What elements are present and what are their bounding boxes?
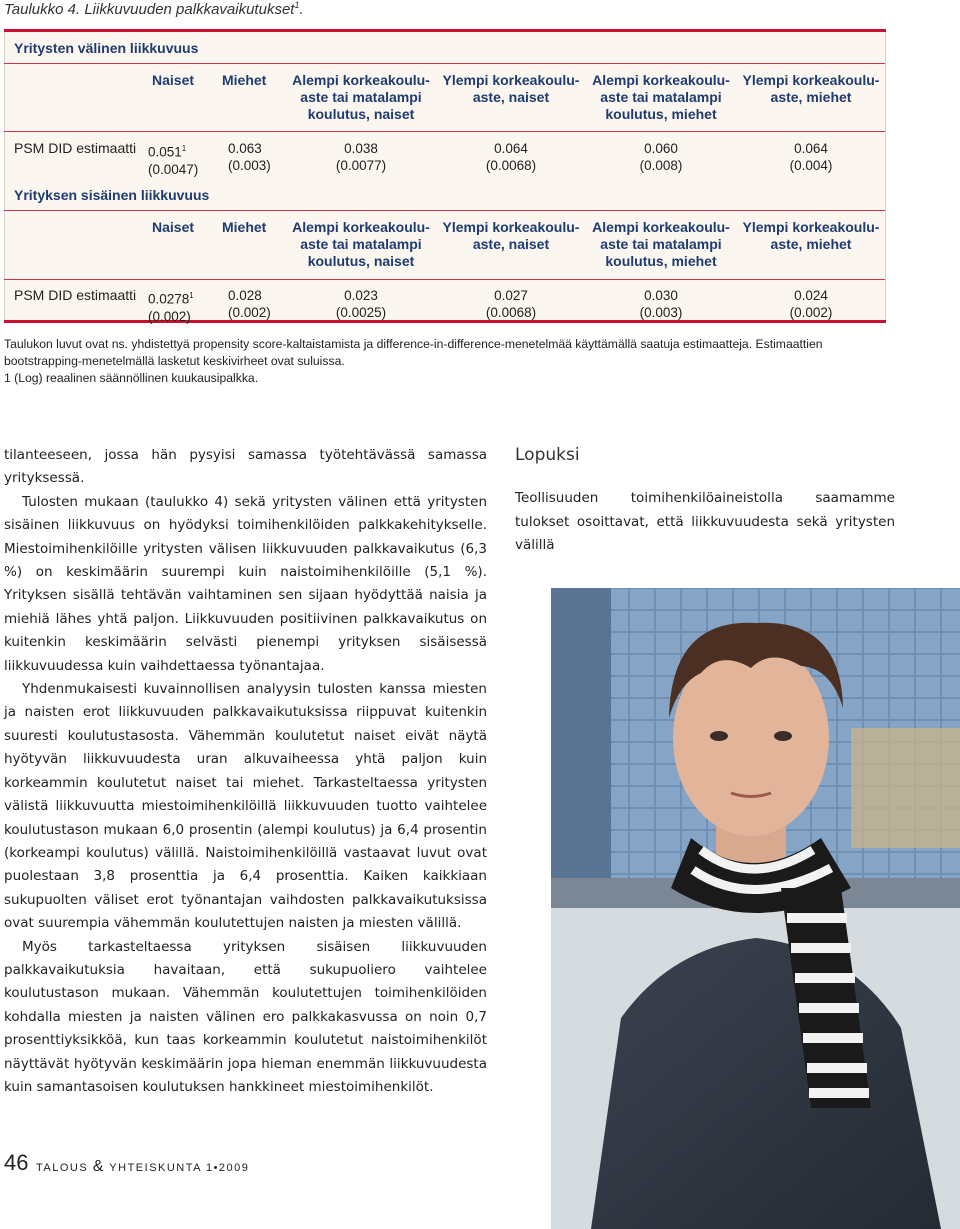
estimate-cell: 0.027 (0.0068) bbox=[485, 288, 537, 320]
col-header-men: Miehet bbox=[222, 219, 267, 235]
body-paragraph: Yhdenmukaisesti kuvainnollisen analyysin tulosten kanssa miesten ja naisten erot liikkuvuuden palkkavaikutuksissa riippuvat kuitenkin suuresti koulutustasosta. Vähemmän koulutetut naiset eivät näytä hyötyvän liikkuvuudesta uran alkuvaiheessa yhtä paljon kuin korkeammin koulutetut naiset tai miehet. Tarkasteltaessa yritysten välistä liikkuvuutta miestoimihenkilöillä liikkuvuuden tuotto vaihtelee koulutustason mukaan 6,0 prosentin (alempi koulutus) ja 6,4 prosentin (korkeampi koulutus) välillä. Naistoimihenkilöillä vastaavat luvut ovat puolestaan 3,8 prosenttia ja 6,4 prosenttia. Kaiken kaikkiaan sukupuolten väliset erot työnantajan vaihdosten palkkavaikutuksissa ovat suurempia vähemmän koulutettujen naisten ja miesten välillä. bbox=[4, 681, 487, 932]
col-header-lower-edu-men: Alempi korkeakoulu-aste tai matalampi koulutus, miehet bbox=[592, 72, 730, 122]
magazine-name: TALOUS & YHTEISKUNTA 1•2009 bbox=[36, 1158, 250, 1175]
col-header-higher-edu-men: Ylempi korkeakoulu-aste, miehet bbox=[742, 72, 880, 105]
row-label-psm-did: PSM DID estimaatti bbox=[14, 287, 137, 303]
col-header-lower-edu-men: Alempi korkeakoulu-aste tai matalampi koulutus, miehet bbox=[592, 219, 730, 269]
body-paragraph: Myös tarkasteltaessa yrityksen sisäisen liikkuvuuden palkkavaikutuksia havaitaan, että sukupuoliero vaihtelee koulutustason mukaan. Vähemmän koulutettujen toimihenkilöiden kohdalla miesten ja naisten välinen ero palkkakasvussa on noin 0,7 prosenttiyksikköä, kun taas korkeammin koulutetut naistoimihenkilöt näyttävät hyötyvän keskimäärin jopa hieman enemmän liikkuvuudesta kuin samantasoisen koulutuksen hankkineet miestoimihenkilöt. bbox=[4, 938, 487, 1095]
table-note: Taulukon luvut ovat ns. yhdistettyä propensity score-kaltaistamista ja difference-in-difference-menetelmää käyttämällä saatuja estimaatteja. Estimaattien bootstrapping-menetelmällä lasketut keskivirheet ovat suluissa. bbox=[4, 337, 823, 368]
estimate-cell: 0.064 (0.0068) bbox=[485, 141, 537, 173]
table-notes bbox=[4, 336, 886, 387]
portrait-illustration bbox=[551, 588, 960, 1229]
section-title-within-firm: Yrityksen sisäinen liikkuvuus bbox=[14, 187, 210, 203]
section-title-between-firms: Yritysten välinen liikkuvuus bbox=[14, 40, 199, 56]
estimate-cell: 0.064 (0.004) bbox=[789, 141, 833, 173]
body-column-left bbox=[4, 444, 487, 1099]
col-header-women: Naiset bbox=[152, 219, 195, 235]
body-column-right bbox=[515, 444, 895, 558]
table-note: 1 (Log) reaalinen säännöllinen kuukausipalkka. bbox=[4, 371, 259, 385]
row-divider bbox=[4, 131, 886, 132]
col-header-men: Miehet bbox=[222, 72, 267, 88]
portrait-photo bbox=[551, 588, 960, 1229]
section-heading: Lopuksi bbox=[515, 445, 580, 465]
estimate-cell: 0.051$^1$ (0.0047) bbox=[148, 144, 199, 177]
estimate-cell: 0.024 (0.002) bbox=[789, 288, 833, 320]
col-header-higher-edu-men: Ylempi korkeakoulu-aste, miehet bbox=[742, 219, 880, 252]
col-header-lower-edu-women: Alempi korkeakoulu-aste tai matalampi koulutus, naiset bbox=[292, 72, 430, 122]
estimate-cell: 0.030 (0.003) bbox=[639, 288, 683, 320]
estimate-cell: 0.023 (0.0025) bbox=[335, 288, 387, 320]
col-header-lower-edu-women: Alempi korkeakoulu-aste tai matalampi koulutus, naiset bbox=[292, 219, 430, 269]
estimate-cell: 0.063 (0.003) bbox=[228, 141, 271, 173]
estimate-cell: 0.028 (0.002) bbox=[228, 288, 271, 320]
page-number: 46 bbox=[4, 1150, 29, 1175]
row-divider bbox=[4, 279, 886, 280]
body-paragraph: Tulosten mukaan (taulukko 4) sekä yritysten välinen että yritysten sisäinen liikkuvuus on hyödyksi toimihenkilöiden palkkakehitykselle. Miestoimihenkilöille yritysten välisen liikkuvuuden palkkavaikutus (6,3 %) on keskimäärin suurempi kuin naistoimihenkilöille (5,1 %). Yrityksen sisällä tehtävän vaihtaminen sen sijaan hyödyttää naisia ja miehiä lähes yhtä paljon. Liikkuvuuden positiivinen palkkavaikutus on kuitenkin keskimäärin selvästi pienempi yrityksen sisäisessä liikkuvuudessa kuin vaihdettaessa työnantajaa. bbox=[4, 493, 487, 674]
row-label-psm-did: PSM DID estimaatti bbox=[14, 140, 137, 156]
col-header-women: Naiset bbox=[152, 72, 195, 88]
body-paragraph: Teollisuuden toimihenkilöaineistolla saamamme tulokset osoittavat, että liikkuvuudesta sekä yritysten välillä bbox=[515, 490, 895, 554]
results-table bbox=[4, 29, 886, 323]
table-caption: Taulukko 4. Liikkuvuuden palkkavaikutukset$^1$. bbox=[4, 0, 304, 18]
estimate-cell: 0.038 (0.0077) bbox=[335, 141, 387, 173]
col-header-higher-edu-women: Ylempi korkeakoulu-aste, naiset bbox=[442, 219, 580, 252]
estimate-cell: 0.0278$^1$ (0.002) bbox=[148, 291, 194, 324]
col-header-higher-edu-women: Ylempi korkeakoulu-aste, naiset bbox=[442, 72, 580, 105]
row-divider bbox=[4, 210, 886, 211]
row-divider bbox=[4, 63, 886, 64]
body-paragraph: tilanteeseen, jossa hän pysyisi samassa työtehtävässä samassa yrityksessä. bbox=[4, 447, 487, 487]
estimate-cell: 0.060 (0.008) bbox=[639, 141, 683, 173]
